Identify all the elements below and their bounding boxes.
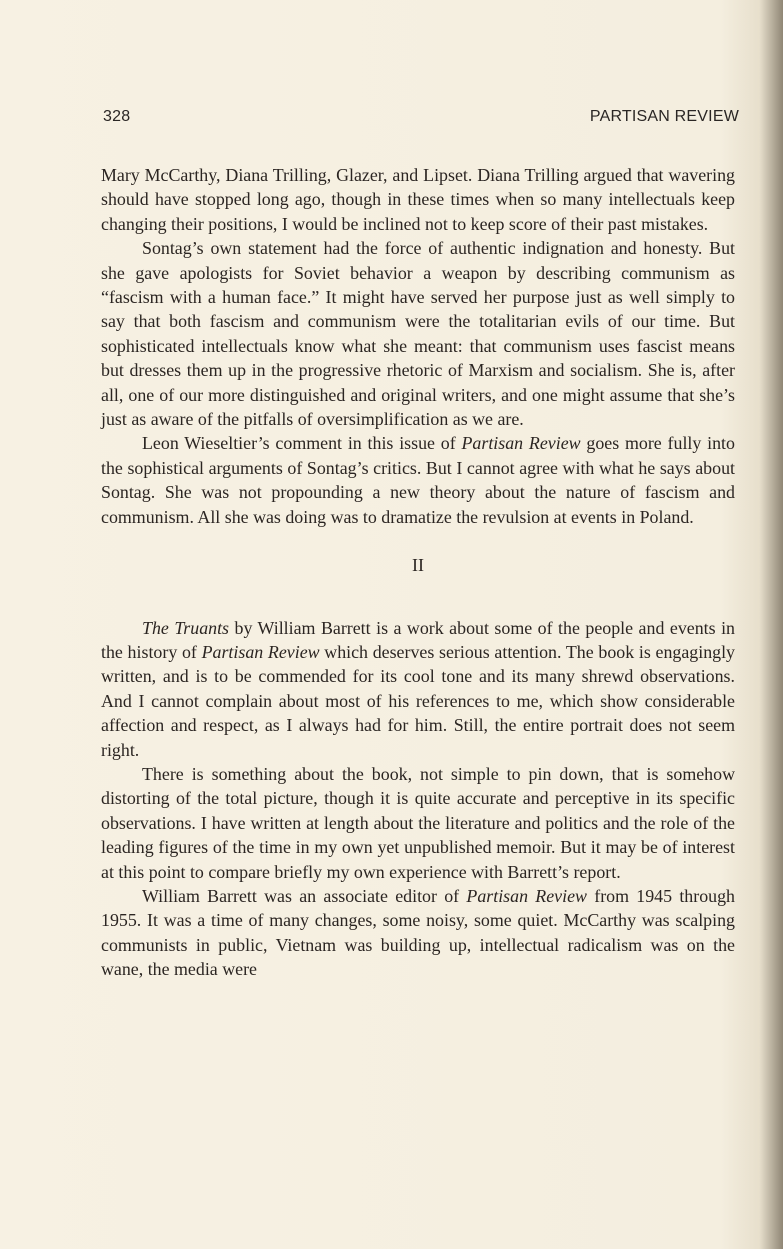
journal-title: PARTISAN REVIEW <box>589 108 739 125</box>
italic-title: Partisan Review <box>201 641 320 662</box>
text-run: There is something about the book, not simple to pin down, that is somehow distorting of the total picture, though it is quite accurate and perceptive in its specific observations. I have written at length about the literature and politics and the role of the leading figures of the time in my own yet unpublished memoir. But it may be of interest at this point to compare briefly my own experience with Barrett’s report. <box>101 763 735 882</box>
paragraph <box>101 762 735 884</box>
text-run: Leon Wieseltier’s comment in this issue of <box>142 433 462 454</box>
italic-title: Partisan Review <box>466 885 587 906</box>
paragraph <box>101 884 735 982</box>
section-number <box>101 553 735 577</box>
text-run: William Barrett was an associate editor of <box>142 885 467 906</box>
italic-title: Partisan Review <box>461 433 581 454</box>
text-run: which deserves serious attention. The book is engagingly written, and is to be commended for its cool tone and its many shrewd observations. And I cannot complain about most of his references to me, which show considerable affection and respect, as I always had for him. Still, the entire portrait does not seem right. <box>101 641 735 760</box>
paragraph <box>101 163 735 236</box>
paragraph <box>101 431 735 529</box>
text-run: II <box>412 555 424 576</box>
text-run: goes more fully into the sophistical arguments of Sontag’s critics. But I cannot agree with what he says about Sontag. She was not propounding a new theory about the nature of fascism and communism. All she was doing was to dramatize the revulsion at events in Poland. <box>101 433 735 527</box>
paragraph <box>101 236 735 431</box>
text-run: by William Barrett is a work about some of the people and events in the history of <box>101 617 735 662</box>
paragraph <box>101 616 735 762</box>
text-run: from 1945 through 1955. It was a time of many changes, some noisy, some quiet. McCarthy was scalping communists in public, Vietnam was building up, intellectual radicalism was on the wane, the media were <box>101 885 735 980</box>
text-run: Mary McCarthy, Diana Trilling, Glazer, and Lipset. Diana Trilling argued that wavering should have stopped long ago, though in these times when so many intellectuals keep changing their positions, I would be inclined not to keep score of their past mistakes. <box>101 165 735 234</box>
page-number: 328 <box>103 108 131 125</box>
italic-title: The Truants <box>142 617 230 638</box>
running-head <box>103 108 739 130</box>
text-run: Sontag’s own statement had the force of authentic indignation and honesty. But she gave apologists for Soviet behavior a weapon by describing communism as “fascism with a human face.” It might have served her purpose just as well simply to say that both fascism and communism were the totalitarian evils of our time. But sophisticated intellectuals know what she meant: that communism uses fascist means but dresses them up in the progressive rhetoric of Marxism and socialism. She is, after all, one of our more distinguished and original writers, and one might assume that she’s just as aware of the pitfalls of oversimplification as we are. <box>101 238 735 430</box>
body-text <box>101 163 735 982</box>
